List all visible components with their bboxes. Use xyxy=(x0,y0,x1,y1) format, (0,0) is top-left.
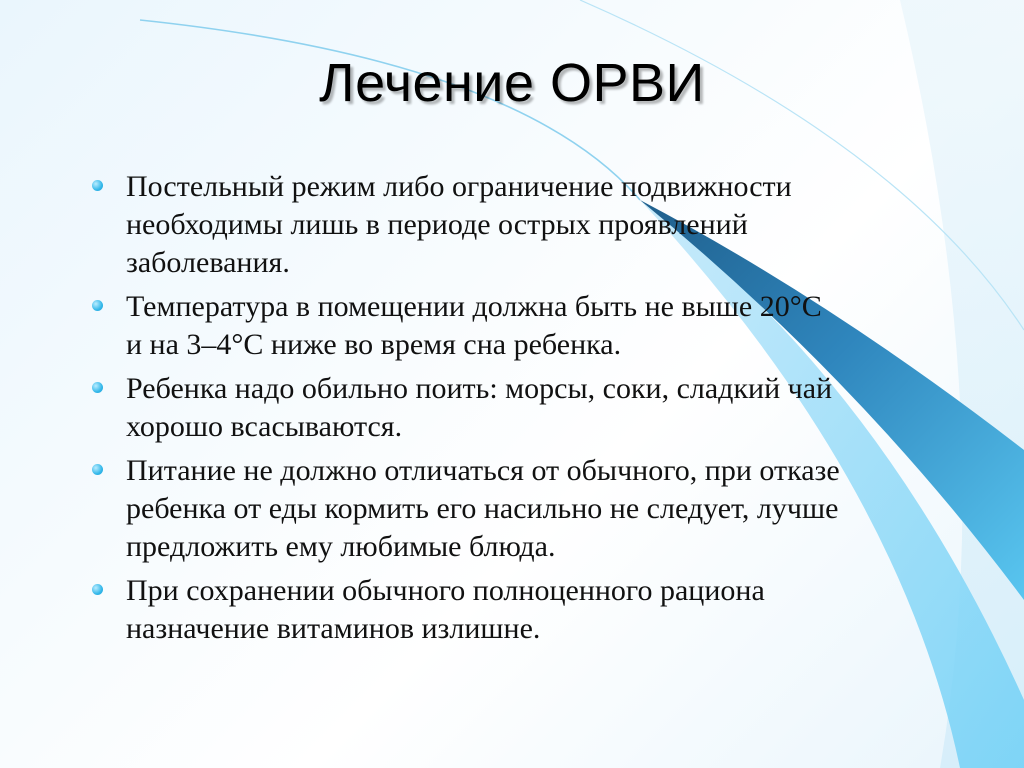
bullet-text-line: ребенка от еды кормить его насильно не следует, лучше xyxy=(126,492,839,525)
bullet-text-line: заболевания. xyxy=(126,246,290,279)
list-item xyxy=(92,370,942,446)
bullet-dot-icon xyxy=(92,180,103,191)
list-item xyxy=(92,452,942,566)
list-item xyxy=(92,168,942,282)
bullet-dot-icon xyxy=(92,300,103,311)
bullet-text-line: Питание не должно отличаться от обычного, при отказе xyxy=(126,454,840,487)
list-item xyxy=(92,288,942,364)
bullet-text-line: назначение витаминов излишне. xyxy=(126,612,541,645)
bullet-text-line: Температура в помещении должна быть не выше 20°С xyxy=(126,290,822,323)
bullet-text-line: необходимы лишь в периоде острых проявлений xyxy=(126,208,748,241)
slide-title: Лечение ОРВИ xyxy=(319,53,705,113)
list-item xyxy=(92,572,942,648)
bullet-text-line: Постельный режим либо ограничение подвижности xyxy=(126,170,792,203)
bullet-dot-icon xyxy=(92,464,103,475)
bullet-list xyxy=(92,168,942,654)
bullet-dot-icon xyxy=(92,584,103,595)
bullet-text-line: предложить ему любимые блюда. xyxy=(126,530,556,563)
bullet-text-line: хорошо всасываются. xyxy=(126,410,403,443)
bullet-dot-icon xyxy=(92,382,103,393)
bullet-text-line: При сохранении обычного полноценного рациона xyxy=(126,574,765,607)
bullet-text-line: и на 3–4°С ниже во время сна ребенка. xyxy=(126,328,622,361)
bullet-text-line: Ребенка надо обильно поить: морсы, соки, сладкий чай xyxy=(126,372,833,405)
